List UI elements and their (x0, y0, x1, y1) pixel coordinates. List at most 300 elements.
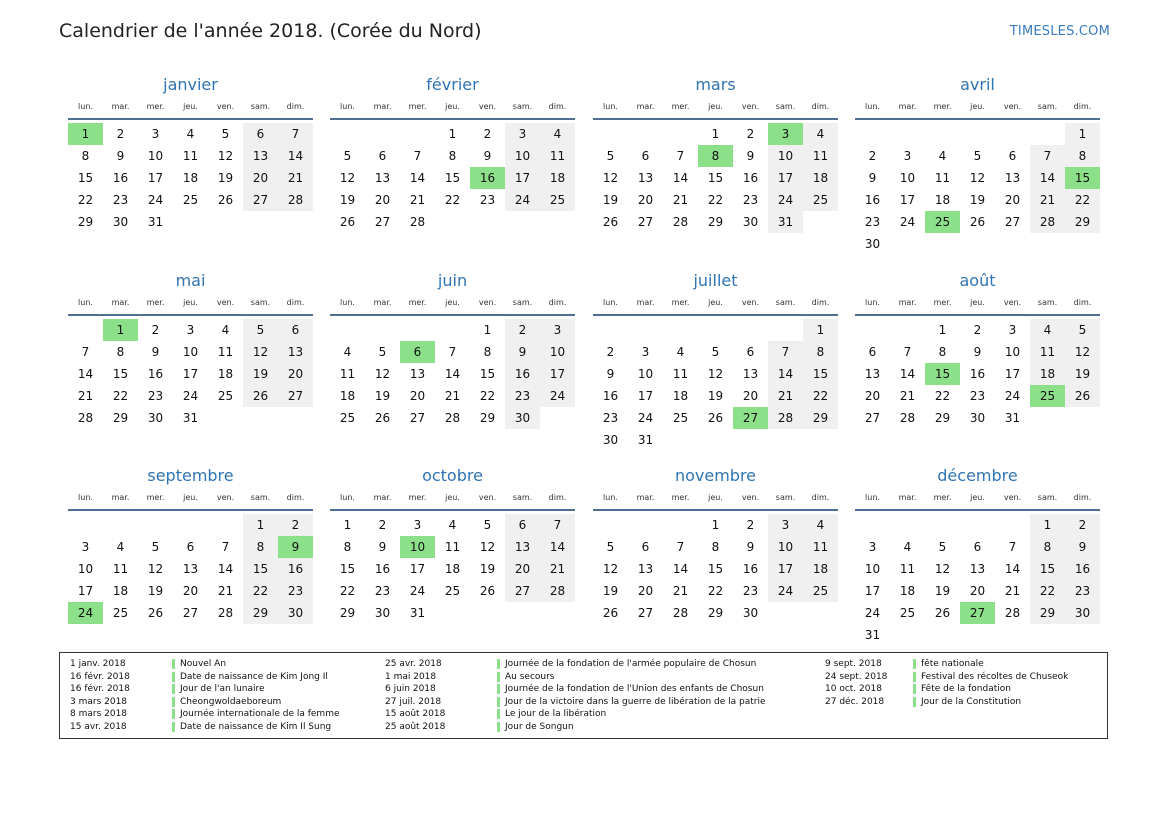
day-cell: 29 (707, 215, 724, 229)
day-cell: 22 (1065, 189, 1100, 211)
empty-cell (663, 123, 698, 145)
day-cell: 26 (479, 584, 496, 598)
day-cell: 4 (938, 149, 947, 163)
day-grid (855, 123, 1100, 255)
day-cell: 30 (1065, 602, 1100, 624)
day-cell: 29 (243, 602, 278, 624)
day-cell: 20 (278, 363, 313, 385)
day-cell: 18 (803, 558, 838, 580)
weekday-label: lun. (865, 102, 880, 111)
day-cell: 5 (151, 540, 160, 554)
day-cell: 13 (182, 562, 199, 576)
day-cell: 12 (339, 171, 356, 185)
empty-cell (628, 319, 663, 341)
legend-holiday-name: Jour de Songun (505, 721, 574, 732)
day-cell: 5 (606, 540, 615, 554)
legend-holiday-name: Journée de la fondation de l'armée populaire de Chosun (505, 659, 757, 669)
legend-date: 1 janv. 2018 (70, 659, 126, 669)
day-cell: 31 (409, 606, 426, 620)
day-cell: 9 (746, 149, 755, 163)
day-cell: 25 (540, 189, 575, 211)
legend-marker (913, 659, 916, 669)
day-cell: 13 (864, 367, 881, 381)
weekday-label: jeu. (708, 102, 723, 111)
day-cell: 25 (217, 389, 234, 403)
day-cell: 30 (278, 602, 313, 624)
day-cell: 27 (637, 606, 654, 620)
day-cell: 30 (602, 433, 619, 447)
day-cell: 2 (378, 518, 387, 532)
day-cell: 6 (641, 149, 650, 163)
day-cell: 30 (374, 606, 391, 620)
day-cell: 30 (147, 411, 164, 425)
day-cell: 25 (444, 584, 461, 598)
day-cell: 8 (483, 345, 492, 359)
empty-cell (173, 514, 208, 536)
month-name: août (959, 271, 996, 290)
empty-cell (330, 123, 365, 145)
day-cell: 1 (711, 518, 720, 532)
day-cell: 10 (540, 341, 575, 363)
legend-date: 9 sept. 2018 (825, 659, 882, 669)
legend-date: 10 oct. 2018 (825, 684, 882, 695)
day-cell: 12 (707, 367, 724, 381)
day-cell: 5 (606, 149, 615, 163)
legend-marker (172, 722, 175, 732)
day-cell: 11 (803, 536, 838, 558)
day-cell: 27 (505, 580, 540, 602)
day-cell: 22 (707, 584, 724, 598)
day-cell: 21 (768, 385, 803, 407)
day-cell: 23 (742, 584, 759, 598)
day-cell: 28 (1030, 211, 1065, 233)
empty-cell (925, 123, 960, 145)
day-cell: 1 (938, 323, 947, 337)
day-cell: 23 (374, 584, 391, 598)
empty-cell (1030, 123, 1065, 145)
day-cell: 9 (746, 540, 755, 554)
legend-holiday-name: Journée de la fondation de l'Union des enfants de Chosun (505, 684, 764, 695)
day-cell: 9 (483, 149, 492, 163)
day-cell: 2 (973, 323, 982, 337)
day-cell: 14 (540, 536, 575, 558)
day-cell: 15 (803, 363, 838, 385)
day-cell: 3 (768, 514, 803, 536)
day-cell: 8 (803, 341, 838, 363)
day-grid (68, 123, 313, 233)
day-cell: 16 (147, 367, 164, 381)
day-cell: 17 (1004, 367, 1021, 381)
day-cell: 11 (803, 145, 838, 167)
weekday-label: jeu. (183, 493, 198, 502)
day-cell: 6 (186, 540, 195, 554)
day-cell: 29 (77, 215, 94, 229)
day-cell: 5 (938, 540, 947, 554)
day-cell: 12 (147, 562, 164, 576)
day-cell: 15 (707, 562, 724, 576)
weekday-label: mar. (898, 493, 917, 502)
day-cell: 18 (217, 367, 234, 381)
day-cell: 18 (112, 584, 129, 598)
day-cell: 15 (243, 558, 278, 580)
day-cell: 27 (243, 189, 278, 211)
month-12 (855, 463, 1100, 646)
day-cell: 22 (243, 580, 278, 602)
day-grid (593, 514, 838, 624)
day-cell: 28 (768, 407, 803, 429)
weekday-label: mer. (146, 298, 165, 307)
day-cell: 1 (483, 323, 492, 337)
month-name: janvier (163, 75, 218, 94)
day-cell: 27 (637, 215, 654, 229)
day-cell: 15 (479, 367, 496, 381)
weekday-label: dim. (811, 298, 830, 307)
day-cell: 8 (938, 345, 947, 359)
day-cell: 17 (505, 167, 540, 189)
weekday-label: mer. (408, 298, 427, 307)
day-cell: 26 (707, 411, 724, 425)
weekday-label: lun. (78, 298, 93, 307)
day-cell: 13 (637, 562, 654, 576)
weekday-header (593, 96, 838, 120)
day-cell: 29 (339, 606, 356, 620)
day-cell: 29 (707, 606, 724, 620)
day-cell: 29 (112, 411, 129, 425)
day-cell: 23 (602, 411, 619, 425)
day-cell: 14 (672, 171, 689, 185)
day-cell: 13 (742, 367, 759, 381)
month-2 (330, 72, 575, 233)
weekday-label: sam. (250, 298, 271, 307)
day-cell: 4 (186, 127, 195, 141)
day-cell: 3 (413, 518, 422, 532)
legend-marker (172, 697, 175, 707)
month-name: juillet (693, 271, 738, 290)
day-cell: 5 (343, 149, 352, 163)
legend-marker (913, 672, 916, 682)
day-cell: 18 (803, 167, 838, 189)
day-cell: 23 (112, 193, 129, 207)
day-cell: 24 (540, 385, 575, 407)
legend-marker (497, 722, 500, 732)
day-cell: 2 (746, 127, 755, 141)
day-cell: 11 (934, 171, 951, 185)
weekday-label: sam. (1037, 102, 1058, 111)
legend-date: 6 juin 2018 (385, 684, 436, 695)
day-cell: 22 (112, 389, 129, 403)
day-cell: 24 (182, 389, 199, 403)
legend-marker (172, 709, 175, 719)
legend-date: 16 févr. 2018 (70, 684, 130, 695)
weekday-label: mar. (898, 102, 917, 111)
day-cell: 1 (1030, 514, 1065, 536)
day-cell: 2 (505, 319, 540, 341)
day-cell: 17 (147, 171, 164, 185)
day-cell: 12 (1065, 341, 1100, 363)
day-cell: 27 (278, 385, 313, 407)
day-cell: 20 (637, 193, 654, 207)
weekday-label: ven. (478, 298, 497, 307)
weekday-label: mar. (636, 493, 655, 502)
weekday-label: mer. (408, 102, 427, 111)
day-cell: 9 (378, 540, 387, 554)
weekday-label: dim. (548, 298, 567, 307)
day-cell: 14 (217, 562, 234, 576)
legend-holiday-name: Jour de la Constitution (921, 696, 1022, 707)
day-cell: 19 (969, 193, 986, 207)
day-cell: 24 (1004, 389, 1021, 403)
day-cell: 23 (1065, 580, 1100, 602)
weekday-label: sam. (775, 102, 796, 111)
day-cell: 20 (637, 584, 654, 598)
legend-marker (497, 709, 500, 719)
legend-marker (172, 672, 175, 682)
empty-cell (960, 123, 995, 145)
month-5 (68, 268, 313, 429)
day-cell: 11 (112, 562, 129, 576)
day-cell: 13 (505, 536, 540, 558)
weekday-label: jeu. (445, 298, 460, 307)
day-cell: 4 (116, 540, 125, 554)
month-name: novembre (674, 466, 757, 485)
weekday-label: dim. (1073, 493, 1092, 502)
empty-cell (628, 514, 663, 536)
day-cell: 5 (711, 345, 720, 359)
day-cell: 10 (899, 171, 916, 185)
day-cell: 18 (182, 171, 199, 185)
day-cell: 8 (711, 540, 720, 554)
weekday-label: lun. (603, 493, 618, 502)
day-cell: 7 (278, 123, 313, 145)
day-cell: 26 (1065, 385, 1100, 407)
empty-cell (855, 123, 890, 145)
day-cell: 14 (77, 367, 94, 381)
empty-cell (435, 319, 470, 341)
day-cell: 23 (147, 389, 164, 403)
month-name: février (426, 75, 479, 94)
day-grid (68, 319, 313, 429)
day-cell: 3 (540, 319, 575, 341)
day-cell: 18 (672, 389, 689, 403)
weekday-label: jeu. (708, 493, 723, 502)
holiday-day-cell: 27 (733, 407, 768, 429)
month-7 (593, 268, 838, 451)
day-cell: 6 (243, 123, 278, 145)
day-cell: 16 (1065, 558, 1100, 580)
day-cell: 7 (221, 540, 230, 554)
day-cell: 1 (711, 127, 720, 141)
day-cell: 2 (151, 323, 160, 337)
day-cell: 26 (602, 215, 619, 229)
day-cell: 10 (1004, 345, 1021, 359)
legend-holiday-name: Journée internationale de la femme (180, 709, 340, 720)
day-cell: 9 (116, 149, 125, 163)
empty-cell (960, 514, 995, 536)
day-cell: 21 (217, 584, 234, 598)
day-cell: 26 (934, 606, 951, 620)
month-9 (68, 463, 313, 624)
day-cell: 17 (182, 367, 199, 381)
day-cell: 19 (147, 584, 164, 598)
weekday-header (855, 292, 1100, 316)
day-cell: 12 (602, 171, 619, 185)
legend-date: 15 avr. 2018 (70, 721, 127, 732)
day-cell: 21 (540, 558, 575, 580)
holiday-day-cell: 10 (400, 536, 435, 558)
day-cell: 14 (899, 367, 916, 381)
day-cell: 14 (444, 367, 461, 381)
month-4 (855, 72, 1100, 255)
day-cell: 5 (973, 149, 982, 163)
weekday-label: jeu. (970, 298, 985, 307)
day-cell: 13 (637, 171, 654, 185)
day-cell: 7 (768, 341, 803, 363)
day-cell: 14 (1030, 167, 1065, 189)
weekday-header (68, 487, 313, 511)
day-cell: 8 (343, 540, 352, 554)
day-cell: 6 (1008, 149, 1017, 163)
day-cell: 27 (374, 215, 391, 229)
weekday-label: dim. (1073, 102, 1092, 111)
legend-holiday-name: Fête de la fondation (921, 684, 1011, 695)
day-cell: 26 (243, 385, 278, 407)
day-cell: 12 (217, 149, 234, 163)
holiday-day-cell: 8 (698, 145, 733, 167)
legend-holiday-name: Au secours (505, 671, 555, 682)
day-cell: 10 (768, 536, 803, 558)
day-cell: 26 (374, 411, 391, 425)
day-cell: 29 (1065, 211, 1100, 233)
day-cell: 1 (1065, 123, 1100, 145)
empty-cell (768, 319, 803, 341)
day-cell: 10 (768, 145, 803, 167)
weekday-label: sam. (1037, 298, 1058, 307)
weekday-label: jeu. (445, 102, 460, 111)
month-6 (330, 268, 575, 429)
day-cell: 5 (378, 345, 387, 359)
empty-cell (365, 319, 400, 341)
weekday-header (855, 96, 1100, 120)
day-cell: 22 (934, 389, 951, 403)
day-cell: 16 (864, 193, 881, 207)
empty-cell (855, 514, 890, 536)
weekday-label: dim. (548, 102, 567, 111)
month-11 (593, 463, 838, 624)
weekday-label: sam. (775, 493, 796, 502)
day-cell: 12 (243, 341, 278, 363)
day-cell: 14 (672, 562, 689, 576)
day-cell: 4 (903, 540, 912, 554)
day-cell: 29 (803, 407, 838, 429)
legend-marker (172, 659, 175, 669)
weekday-label: mar. (636, 298, 655, 307)
holiday-day-cell: 1 (68, 123, 103, 145)
day-cell: 4 (676, 345, 685, 359)
legend-marker (497, 697, 500, 707)
empty-cell (593, 123, 628, 145)
day-cell: 4 (540, 123, 575, 145)
legend-marker (497, 684, 500, 694)
day-cell: 24 (768, 189, 803, 211)
day-cell: 24 (637, 411, 654, 425)
empty-cell (365, 123, 400, 145)
day-cell: 13 (243, 145, 278, 167)
empty-cell (925, 514, 960, 536)
day-cell: 17 (768, 167, 803, 189)
day-cell: 27 (864, 411, 881, 425)
day-cell: 13 (969, 562, 986, 576)
holiday-day-cell: 16 (470, 167, 505, 189)
weekday-label: lun. (78, 102, 93, 111)
day-cell: 25 (672, 411, 689, 425)
weekday-label: dim. (548, 493, 567, 502)
day-cell: 11 (444, 540, 461, 554)
weekday-label: ven. (741, 493, 760, 502)
day-cell: 3 (81, 540, 90, 554)
weekday-header (330, 292, 575, 316)
day-cell: 12 (969, 171, 986, 185)
legend-holiday-name: Jour de l'an lunaire (180, 684, 265, 695)
day-cell: 2 (746, 518, 755, 532)
day-cell: 13 (1004, 171, 1021, 185)
day-cell: 9 (868, 171, 877, 185)
day-cell: 23 (278, 580, 313, 602)
day-cell: 25 (112, 606, 129, 620)
day-cell: 5 (243, 319, 278, 341)
day-cell: 14 (768, 363, 803, 385)
day-cell: 11 (540, 145, 575, 167)
weekday-label: mar. (636, 102, 655, 111)
empty-cell (698, 319, 733, 341)
day-cell: 3 (186, 323, 195, 337)
day-cell: 28 (77, 411, 94, 425)
day-cell: 24 (505, 189, 540, 211)
weekday-label: ven. (216, 298, 235, 307)
holiday-day-cell: 27 (960, 602, 995, 624)
day-cell: 3 (641, 345, 650, 359)
day-cell: 28 (1004, 606, 1021, 620)
weekday-label: mar. (373, 493, 392, 502)
weekday-label: ven. (741, 102, 760, 111)
empty-cell (68, 319, 103, 341)
day-cell: 16 (505, 363, 540, 385)
day-cell: 30 (742, 215, 759, 229)
day-grid (855, 514, 1100, 646)
weekday-label: sam. (512, 102, 533, 111)
site-link[interactable]: TIMESLES.COM (1009, 24, 1110, 39)
day-cell: 21 (672, 193, 689, 207)
day-cell: 22 (707, 193, 724, 207)
day-cell: 20 (243, 167, 278, 189)
holiday-day-cell: 1 (103, 319, 138, 341)
day-cell: 29 (479, 411, 496, 425)
legend-date: 25 août 2018 (385, 721, 446, 732)
weekday-header (68, 292, 313, 316)
day-cell: 9 (505, 341, 540, 363)
weekday-label: lun. (603, 102, 618, 111)
day-cell: 9 (1065, 536, 1100, 558)
day-cell: 1 (803, 319, 838, 341)
day-cell: 3 (868, 540, 877, 554)
day-cell: 28 (217, 606, 234, 620)
day-cell: 23 (479, 193, 496, 207)
day-cell: 28 (278, 189, 313, 211)
day-cell: 11 (339, 367, 356, 381)
day-cell: 28 (444, 411, 461, 425)
day-cell: 8 (81, 149, 90, 163)
day-grid (855, 319, 1100, 429)
empty-cell (68, 514, 103, 536)
